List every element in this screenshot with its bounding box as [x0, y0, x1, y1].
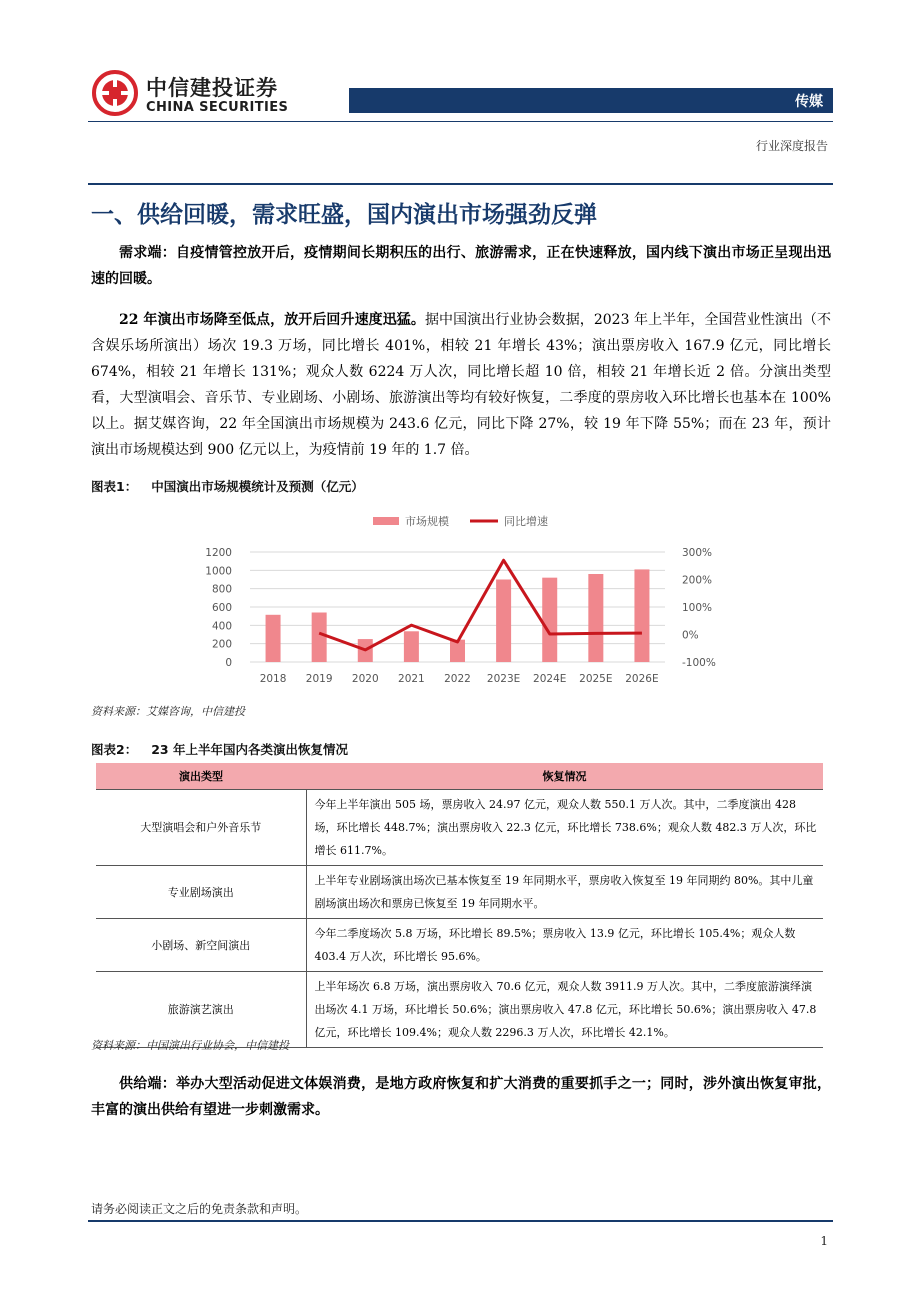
x-axis	[260, 673, 659, 685]
figure1-title	[91, 477, 364, 495]
bar-2026E	[634, 569, 649, 662]
x-tick-label: 2020	[351, 673, 379, 685]
x-tick-label: 2018	[259, 673, 287, 685]
column-header-type: 演出类型	[96, 763, 306, 789]
bar-2023E	[496, 580, 511, 663]
disclaimer-note: 请务必阅读正文之后的免责条款和声明。	[91, 1202, 308, 1216]
table-header-row	[96, 763, 823, 789]
company-logo	[92, 70, 138, 116]
bar-2021	[404, 631, 419, 662]
brand-name-en: CHINA SECURITIES	[146, 100, 289, 115]
market-size-chart	[180, 507, 716, 692]
paragraph-supply	[91, 1071, 831, 1123]
legend-line-label: 同比增速	[504, 515, 548, 528]
figure2-source: 资料来源：中国演出行业协会，中信建投	[91, 1039, 289, 1052]
table-row	[96, 865, 823, 918]
footer-divider	[88, 1220, 833, 1222]
y-left-tick-label: 1200	[205, 547, 232, 559]
y-left-tick-label: 400	[211, 620, 232, 633]
figure2-title	[91, 740, 348, 758]
brand-name-cn: 中信建投证券	[146, 76, 278, 100]
x-tick-label: 2025E	[579, 673, 613, 685]
row-desc: 上半年场次 6.8 万场，演出票房收入 70.6 亿元，观众人数 3911.9 万人次。其中，二季度旅游演绎演出场次 4.1 万场，环比增长 50.6%；演出票房收入 47.8 亿元，环比增长 50.6%；演出票房收入 47.8 亿元，环比增长 109.4%；观众人数 2296.3 万人次，环比增长 42.1%。	[306, 971, 823, 1047]
sector-label: 传媒	[795, 94, 823, 110]
y-axis-right	[682, 547, 716, 669]
row-desc: 今年上半年演出 505 场，票房收入 24.97 亿元，观众人数 550.1 万人次。其中，二季度演出 428 场，环比增长 448.7%；演出票房收入 22.3 亿元，环比增长 738.6%；观众人数 482.3 万人次，环比增长 611.7%。	[306, 789, 823, 865]
header-divider	[88, 121, 833, 122]
y-left-tick-label: 800	[211, 583, 232, 596]
x-tick-label: 2026E	[625, 673, 659, 685]
table-row	[96, 918, 823, 971]
paragraph-market-text: 据中国演出行业协会数据，2023 年上半年，全国营业性演出（不含娱乐场所演出）场次 19.3 万场，同比增长 401%，相较 21 年增长 43%；演出票房收入 167.9 亿元，同比增长 674%，相较 21 年增长 131%；观众人数 6224 万人次，同比增长超 10 倍，相较 21 年增长近 2 倍。分演出类型看，大型演唱会、音乐节、专业剧场、小剧场、旅游演出等均有较好恢复，二季度的票房收入环比增长也基本在 100%以上。据艾媒咨询，22 年全国演出市场规模为 243.6 亿元，同比下降 27%，较 19 年下降 55%；而在 23 年，预计演出市场规模达到 900 亿元以上，为疫情前 19 年的 1.7 倍。	[91, 312, 832, 458]
y-right-tick-label: 0%	[682, 629, 699, 642]
recovery-table	[96, 763, 823, 1048]
column-header-desc: 恢复情况	[306, 763, 823, 789]
figure1-source: 资料来源：艾媒咨询，中信建投	[91, 705, 245, 718]
bar-2025E	[588, 574, 603, 662]
x-tick-label: 2021	[398, 673, 425, 685]
y-left-tick-label: 200	[211, 638, 232, 651]
bar-series	[266, 569, 650, 662]
figure2-caption: 23 年上半年国内各类演出恢复情况	[151, 742, 348, 757]
x-tick-label: 2022	[444, 673, 471, 685]
paragraph-market	[91, 307, 831, 463]
figure1-caption: 中国演出市场规模统计及预测（亿元）	[151, 479, 364, 494]
y-left-tick-label: 600	[211, 602, 232, 614]
row-desc: 上半年专业剧场演出场次已基本恢复至 19 年同期水平，票房收入恢复至 19 年同期约 80%。其中儿童剧场演出场次和票房已恢复至 19 年同期水平。	[306, 865, 823, 918]
legend-bar-label: 市场规模	[405, 515, 449, 528]
table-row	[96, 789, 823, 865]
y-left-tick-label: 1000	[205, 565, 232, 578]
x-tick-label: 2023E	[486, 673, 521, 685]
y-right-tick-label: -100%	[682, 657, 716, 669]
paragraph-supply-bold: 供给端：举办大型活动促进文体娱消费，是地方政府恢复和扩大消费的重要抓手之一；同时，涉外演出恢复审批，丰富的演出供给有望进一步刺激需求。	[91, 1076, 831, 1118]
report-type: 行业深度报告	[755, 139, 828, 153]
x-tick-label: 2024E	[533, 673, 567, 685]
figure2-label: 图表2：	[91, 742, 138, 757]
x-tick-label: 2019	[305, 673, 333, 685]
row-type: 大型演唱会和户外音乐节	[96, 789, 306, 865]
bar-2019	[312, 613, 327, 663]
figure1-label: 图表1：	[91, 479, 138, 494]
row-desc: 今年二季度场次 5.8 万场，环比增长 89.5%；票房收入 13.9 亿元，环比增长 105.4%；观众人数 403.4 万人次，环比增长 95.6%。	[306, 918, 823, 971]
legend-bar-swatch	[373, 517, 399, 525]
y-right-tick-label: 200%	[682, 574, 713, 587]
table-row	[96, 971, 823, 1047]
y-right-tick-label: 300%	[682, 547, 713, 559]
page-number: 1	[820, 1234, 828, 1248]
paragraph-demand	[91, 240, 831, 292]
chart-legend	[373, 514, 548, 528]
paragraph-market-bold: 22 年演出市场降至低点，放开后回升速度迅猛。	[119, 312, 425, 328]
bar-2024E	[542, 578, 557, 662]
y-left-tick-label: 0	[225, 657, 232, 669]
section-title: 一、供给回暖，需求旺盛，国内演出市场强劲反弹	[91, 202, 597, 228]
y-axis-left	[205, 547, 232, 669]
header-divider-2	[88, 183, 833, 185]
row-type: 专业剧场演出	[96, 865, 306, 918]
row-type: 旅游演艺演出	[96, 971, 306, 1047]
row-type: 小剧场、新空间演出	[96, 918, 306, 971]
bar-2018	[266, 615, 281, 662]
y-right-tick-label: 100%	[682, 602, 713, 614]
header-bar	[349, 88, 833, 113]
paragraph-demand-bold: 需求端：自疫情管控放开后，疫情期间长期积压的出行、旅游需求，正在快速释放，国内线下演出市场正呈现出迅速的回暖。	[91, 245, 831, 287]
